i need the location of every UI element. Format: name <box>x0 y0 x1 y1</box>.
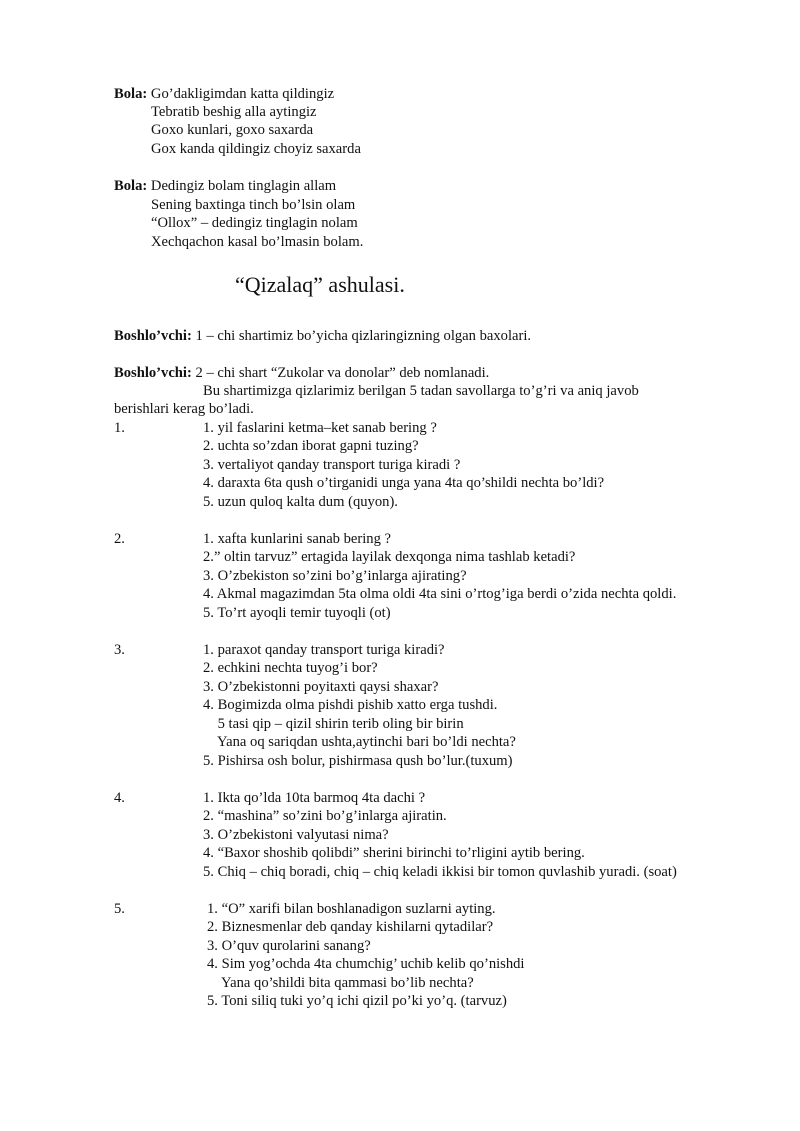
poem2-line-4: Xechqachon kasal bo’lmasin bolam. <box>151 234 364 250</box>
poem1-first-line <box>114 85 334 103</box>
poem1-line-4: Gox kanda qildingiz choyiz saxarda <box>151 141 361 157</box>
group-5-number: 5. <box>114 901 125 917</box>
group-2-number: 2. <box>114 531 125 547</box>
host2-line <box>114 364 489 382</box>
group-2-item-2: 2.” oltin tarvuz” ertagida layilak dexqonga nima tashlab ketadi? <box>203 549 576 565</box>
group-5-item-4-cont: Yana qo’shildi bita qammasi bo’lib nechta? <box>207 975 474 991</box>
group-1-item-2: 2. uchta so’zdan iborat gapni tuzing? <box>203 438 419 454</box>
group-5-item-1: 1. “O” xarifi bilan boshlanadigon suzlarni ayting. <box>207 901 496 917</box>
poem1-line-2: Tebratib beshig alla aytingiz <box>151 104 317 120</box>
group-5-item-2: 2. Biznesmenlar deb qanday kishilarni qytadilar? <box>207 919 494 935</box>
group-3-number: 3. <box>114 642 125 658</box>
group-3-item-4-cont-1: 5 tasi qip – qizil shirin terib oling bir birin <box>203 716 464 732</box>
group-5-item-4: 4. Sim yog’ochda 4ta chumchig’ uchib kelib qo’nishdi <box>207 956 525 972</box>
group-3-item-3: 3. O’zbekistonni poyitaxti qaysi shaxar? <box>203 679 439 695</box>
group-3-item-2: 2. echkini nechta tuyog’i bor? <box>203 660 378 676</box>
host1-speaker: Boshlo’vchi: <box>114 328 192 344</box>
group-1-item-3: 3. vertaliyot qanday transport turiga kiradi ? <box>203 457 461 473</box>
poem1-line-1: Go’dakligimdan katta qildingiz <box>150 86 335 102</box>
group-4-number: 4. <box>114 790 125 806</box>
poem1-line-3: Goxo kunlari, goxo saxarda <box>151 122 314 138</box>
poem2-line-1: Dedingiz bolam tinglagin allam <box>150 178 337 194</box>
group-3-item-4-cont-2: Yana oq sariqdan ushta,aytinchi bari bo’ldi nechta? <box>203 734 516 750</box>
group-4-item-1: 1. Ikta qo’lda 10ta barmoq 4ta dachi ? <box>203 790 426 806</box>
host2-text: 2 – chi shart “Zukolar va donolar” deb nomlanadi. <box>195 365 490 381</box>
host1-line <box>114 327 531 345</box>
song-title: “Qizalaq” ashulasi. <box>235 272 405 297</box>
group-2-item-1: 1. xafta kunlarini sanab bering ? <box>203 531 392 547</box>
group-3-item-1: 1. paraxot qanday transport turiga kiradi? <box>203 642 445 658</box>
group-1-number: 1. <box>114 420 125 436</box>
poem2-line-2: Sening baxtinga tinch bo’lsin olam <box>151 197 356 213</box>
host2-text-2: Bu shartimizga qizlarimiz berilgan 5 tadan savollarga to’g’ri va aniq javob <box>203 383 639 399</box>
host2-speaker: Boshlo’vchi: <box>114 365 192 381</box>
group-4-item-2: 2. “mashina” so’zini bo’g’inlarga ajiratin. <box>203 808 447 824</box>
group-4-item-4: 4. “Baxor shoshib qolibdi” sherini birinchi to’rligini aytib bering. <box>203 845 585 861</box>
host1-text: 1 – chi shartimiz bo’yicha qizlaringizning olgan baxolari. <box>195 328 532 344</box>
poem2-first-line <box>114 177 336 195</box>
poem1-speaker: Bola: <box>114 86 148 102</box>
poem2-speaker: Bola: <box>114 178 148 194</box>
group-2-item-5: 5. To’rt ayoqli temir tuyoqli (ot) <box>203 605 391 621</box>
group-5-item-3: 3. O’quv qurolarini sanang? <box>207 938 371 954</box>
group-4-item-3: 3. O’zbekistoni valyutasi nima? <box>203 827 389 843</box>
group-3-item-4: 4. Bogimizda olma pishdi pishib xatto erga tushdi. <box>203 697 498 713</box>
group-5-item-5: 5. Toni siliq tuki yo’q ichi qizil po’ki yo’q. (tarvuz) <box>207 993 507 1009</box>
group-4-item-5: 5. Chiq – chiq boradi, chiq – chiq keladi ikkisi bir tomon quvlashib yuradi. (soat) <box>203 864 677 880</box>
group-1-item-4: 4. daraxta 6ta qush o’tirganidi unga yana 4ta qo’shildi nechta bo’ldi? <box>203 475 605 491</box>
group-2-item-3: 3. O’zbekiston so’zini bo’g’inlarga ajirating? <box>203 568 467 584</box>
group-3-item-5: 5. Pishirsa osh bolur, pishirmasa qush bo’lur.(tuxum) <box>203 753 513 769</box>
poem2-line-3: “Ollox” – dedingiz tinglagin nolam <box>151 215 358 231</box>
group-1-item-1: 1. yil faslarini ketma–ket sanab bering ? <box>203 420 437 436</box>
host2-text-3: berishlari kerag bo’ladi. <box>114 401 254 417</box>
group-1-item-5: 5. uzun quloq kalta dum (quyon). <box>203 494 398 510</box>
group-2-item-4: 4. Akmal magazimdan 5ta olma oldi 4ta sini o’rtog’iga berdi o’zida nechta qoldi. <box>203 586 677 602</box>
